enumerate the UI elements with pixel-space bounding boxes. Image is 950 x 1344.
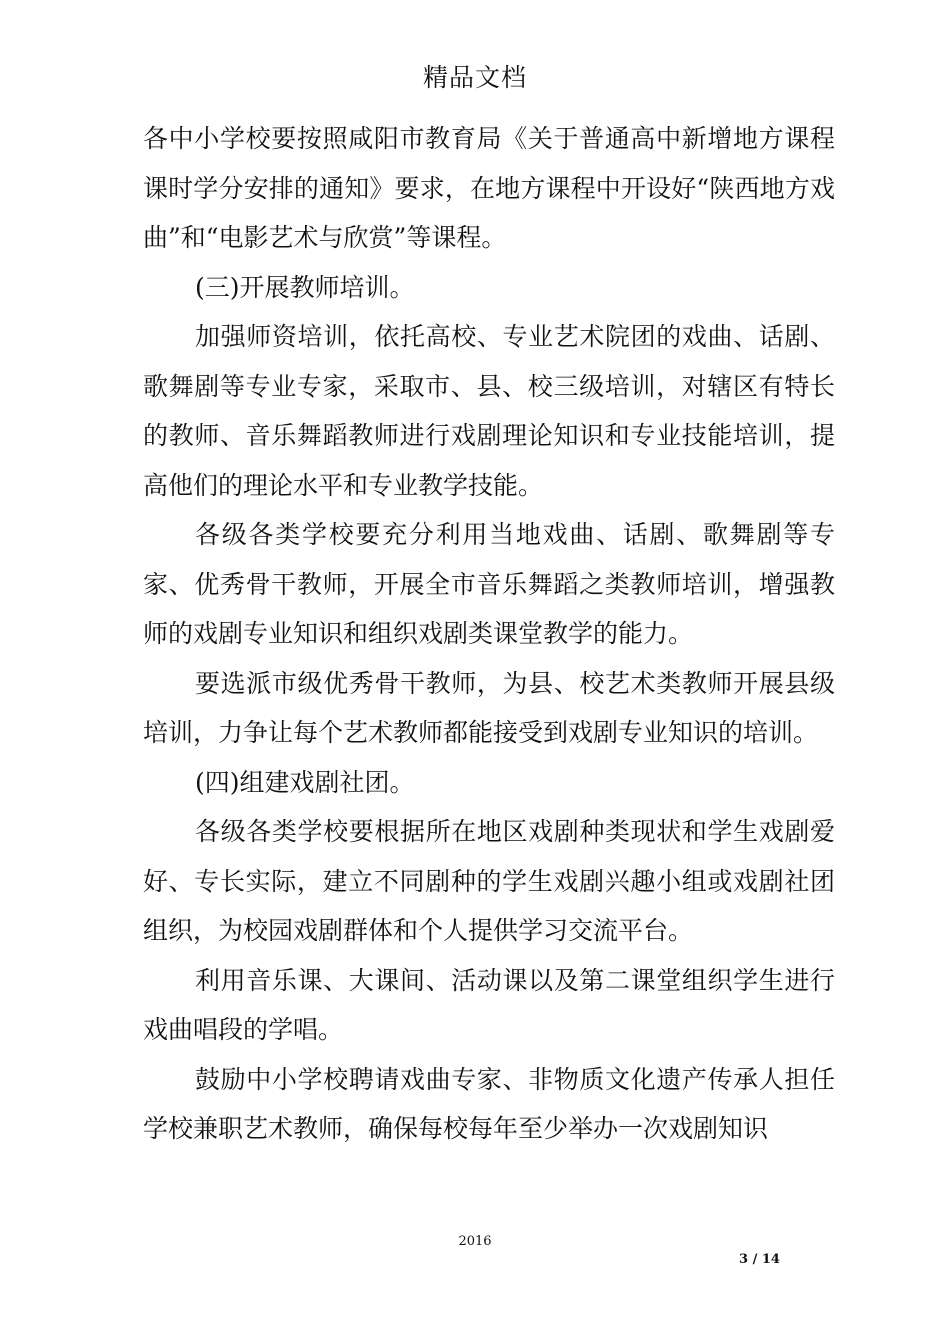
paragraph-1: 各中小学校要按照咸阳市教育局《关于普通高中新增地方课程课时学分安排的通知》要求，在地方课程中开设好“陕西地方戏曲”和“电影艺术与欣赏”等课程。: [143, 124, 835, 252]
section-heading-4: (四)组建戏剧社团。: [195, 767, 415, 797]
paragraph-4: 各级各类学校要充分利用当地戏曲、话剧、歌舞剧等专家、优秀骨干教师，开展全市音乐舞蹈之类教师培训，增强教师的戏剧专业知识和组织戏剧类课堂教学的能力。: [143, 520, 835, 648]
document-body: [143, 114, 835, 1154]
page-number: 3 / 14: [739, 1252, 780, 1267]
paragraph-5: 要选派市级优秀骨干教师，为县、校艺术类教师开展县级培训，力争让每个艺术教师都能接受到戏剧专业知识的培训。: [143, 668, 835, 747]
paragraph-7: 各级各类学校要根据所在地区戏剧种类现状和学生戏剧爱好、专长实际，建立不同剧种的学生戏剧兴趣小组或戏剧社团组织，为校园戏剧群体和个人提供学习交流平台。: [143, 817, 835, 945]
footer-year: 2016: [458, 1234, 492, 1249]
paragraph-3: 加强师资培训，依托高校、专业艺术院团的戏曲、话剧、歌舞剧等专业专家，采取市、县、校三级培训，对辖区有特长的教师、音乐舞蹈教师进行戏剧理论知识和专业技能培训，提高他们的理论水平和专业教学技能。: [143, 322, 835, 500]
paragraph-8: 利用音乐课、大课间、活动课以及第二课堂组织学生进行戏曲唱段的学唱。: [143, 965, 835, 1044]
paragraph-9: 鼓励中小学校聘请戏曲专家、非物质文化遗产传承人担任学校兼职艺术教师，确保每校每年至少举办一次戏剧知识: [143, 1064, 835, 1143]
page-header-title: 精品文档: [422, 63, 527, 92]
section-heading-3: (三)开展教师培训。: [195, 272, 415, 302]
